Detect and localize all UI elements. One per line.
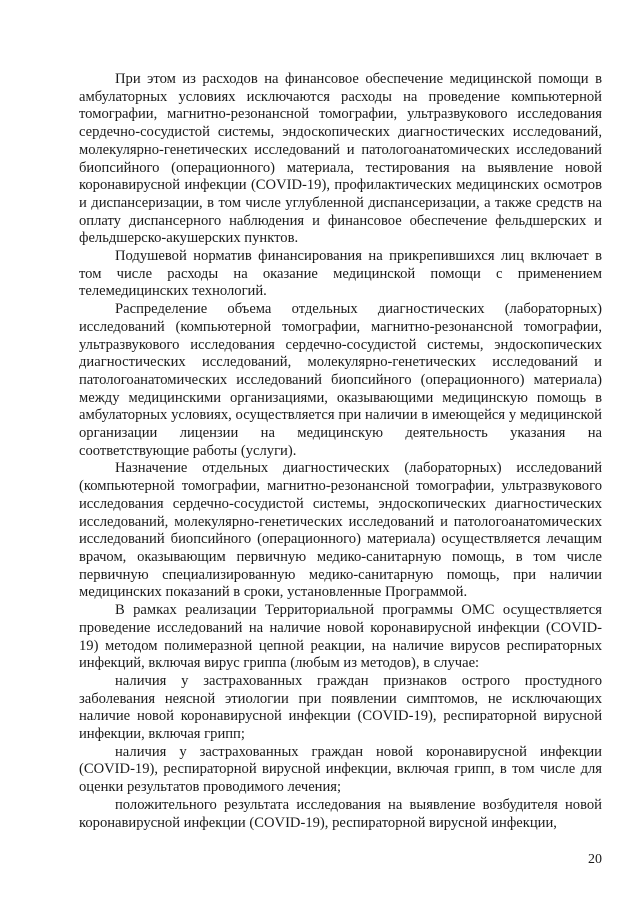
list-item-positive-result: положительного результата исследования на выявление возбудителя новой коронавирусной инфекции (COVID-19), респираторной вирусной инфекции, [79,796,602,831]
paragraph-per-capita-standard: Подушевой норматив финансирования на прикрепившихся лиц включает в том числе расходы на оказание медицинской помощи с применением телемедицинских технологий. [79,248,602,300]
paragraph-outpatient-expenses: При этом из расходов на финансовое обеспечение медицинской помощи в амбулаторных условиях исключаются расходы на проведение компьютерной томографии, магнитно-резонансной томографии, ультразвукового исследования сердечно-сосудистой системы, эндоскопических диагностических исследований, молекулярно-генетических исследований и патологоанатомических исследований биопсийного (операционного) материала, тестирования на выявление новой коронавирусной инфекции (COVID-19), профилактических медицинских осмотров и диспансеризации, в том числе углубленной диспансеризации, а также средств на оплату диспансерного наблюдения и финансовое обеспечение фельдшерских и фельдшерско-акушерских пунктов. [79,71,602,247]
list-item-infection-present: наличия у застрахованных граждан новой коронавирусной инфекции (COVID-19), респираторной вирусной инфекции, включая грипп, в том числе для оценки результатов проводимого лечения; [79,743,602,796]
paragraph-prescription-of-studies: Назначение отдельных диагностических (лабораторных) исследований (компьютерной томографии, магнитно-резонансной томографии, ультразвукового исследования сердечно-сосудистой системы, эндоскопических диагностических исследований, молекулярно-генетических исследований и патологоанатомических исследований биопсийного (операционного) материала) осуществляется лечащим врачом, оказывающим первичную медико-санитарную помощь, в том числе первичную специализированную медико-санитарную помощь, при наличии медицинских показаний в сроки, установленные Программой. [79,460,602,601]
document-body [79,71,602,832]
paragraph-distribution-of-volume: Распределение объема отдельных диагностических (лабораторных) исследований (компьютерной томографии, магнитно-резонансной томографии, ультразвукового исследования сердечно-сосудистой системы, эндоскопических диагностических исследований, молекулярно-генетических исследований и патологоанатомических исследований биопсийного (операционного) материала) между медицинскими организациями, оказывающими медицинскую помощь в амбулаторных условиях, осуществляется при наличии в имеющейся у медицинской организации лицензии на медицинскую деятельность указания на соответствующие работы (услуги). [79,301,602,459]
paragraph-covid-testing: В рамках реализации Территориальной программы ОМС осуществляется проведение исследований на наличие новой коронавирусной инфекции (COVID-19) методом полимеразной цепной реакции, на наличие вирусов респираторных инфекций, включая вирус гриппа (любым из методов), в случае: [79,602,602,672]
list-item-cold-symptoms: наличия у застрахованных граждан признаков острого простудного заболевания неясной этиологии при появлении симптомов, не исключающих наличие новой коронавирусной инфекции (COVID-19), респираторной вирусной инфекции, включая грипп; [79,672,602,743]
page-number: 20 [588,852,602,867]
